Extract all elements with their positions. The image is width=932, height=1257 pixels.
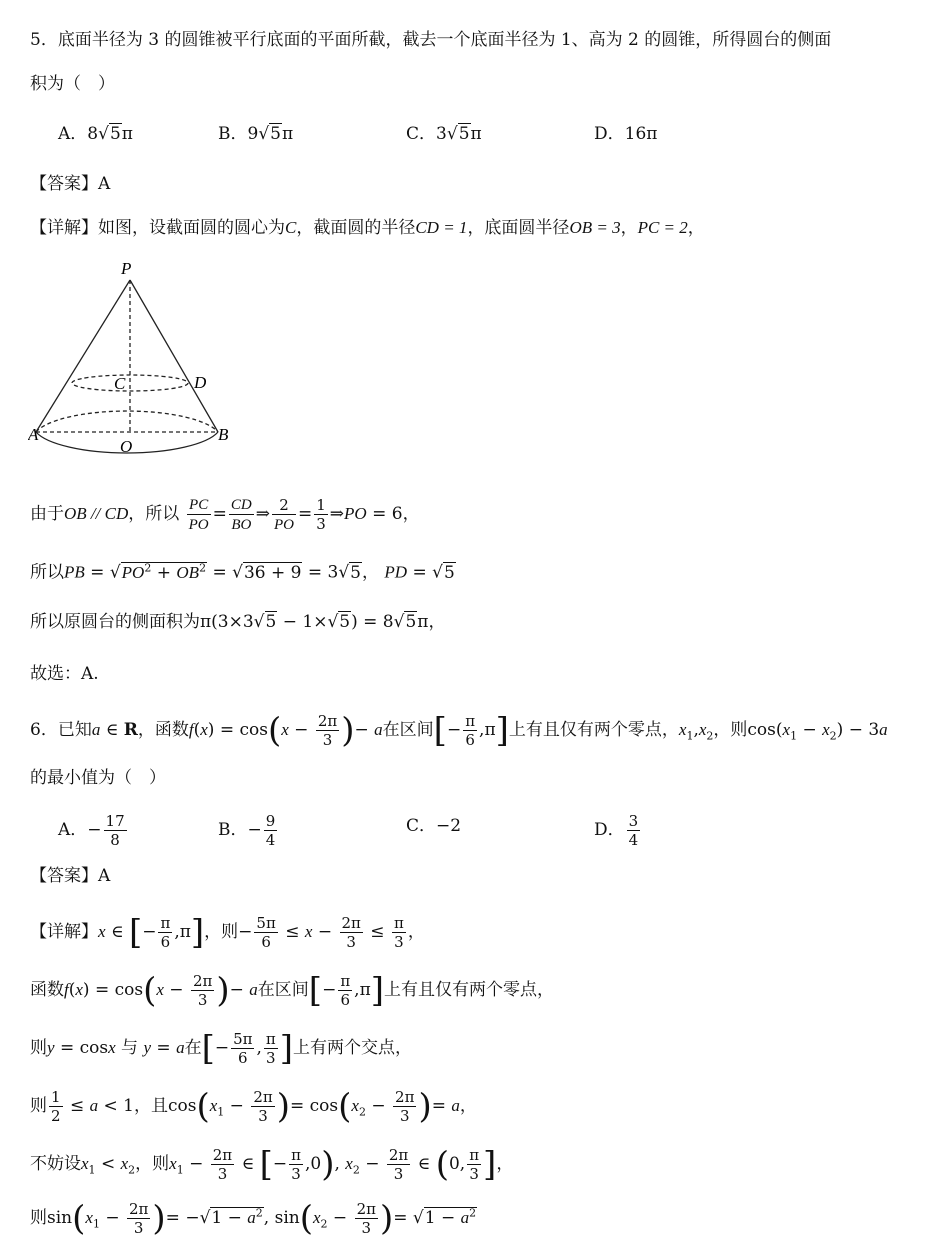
q5-answer: 【答案】A [30, 174, 111, 194]
cone-figure [28, 256, 238, 466]
q6-option-a: A．− $\frac{17}{8}$ [58, 812, 125, 849]
q6-detail-1: 【详解】x ∈ [− $\frac{\pi}{6}$ ,π]，则− $\frac{5\pi}{6}$ ≤ x − $\frac{2\pi}{3}$ ≤ $\frac{\pi}{3}$ ， [30, 912, 425, 953]
q6-detail-3: 则y = cosx 与 y = a在[− $\frac{5\pi}{6}$ , $\frac{\pi}{3}$ ]上有两个交点， [30, 1028, 413, 1069]
q5-conclusion: 故选：A. [30, 664, 99, 684]
q5-option-b: B．9√5π [218, 124, 294, 144]
q6-detail-5: 不妨设$x_1 < x_2$，则$x_1$ − $\frac{2\pi}{3}$ ∈ [− $\frac{\pi}{3}$ ,0), $x_2$ − $\frac{2\pi}{3}$ ∈ (0, $\frac{\pi}{3}$ ]， [30, 1144, 514, 1185]
label-p: P [121, 259, 132, 278]
q5-derive-area: 所以原圆台的侧面积为π(3×3√5 − 1×√5) = 8√5π， [30, 612, 446, 632]
q6-option-d: D． $\frac{3}{4}$ [594, 812, 639, 849]
q5-derive-pb: 所以PB = $√PO^2 + OB^2 = √36 + 9 = 3√5$， PD = √5 [30, 561, 455, 583]
label-c: C [114, 374, 126, 393]
q6-stem-line1: 6．已知a ∈ R，函数f(x) = cos(x − $\frac{2\pi}{3}$ )− a在区间[− $\frac{\pi}{6}$ ,π]上有且仅有两个零点，$x_1,x_2$，则$\cos(x_1 - x_2) - 3a$ [30, 710, 888, 751]
label-b: B [218, 425, 229, 444]
q6-answer: 【答案】A [30, 866, 111, 886]
q5-derive-ratio: 由于OB // CD，所以 $\frac{PC}{PO}$ = $\frac{CD}{BO}$ ⇒ $\frac{2}{PO}$ = $\frac{1}{3}$ ⇒PO = 6， [30, 495, 420, 533]
q5-stem-line1: 5．底面半径为 3 的圆锥被平行底面的平面所截，截去一个底面半径为 1、高为 2 的圆锥，所得圆台的侧面 [30, 30, 832, 50]
q6-detail-4: 则 $\frac{1}{2}$ ≤ a < 1，且$\cos(x_1$ − $\frac{2\pi}{3}$ )= $\cos(x_2$ − $\frac{2\pi}{3}$ )= a， [30, 1086, 477, 1127]
label-a: A [28, 425, 39, 444]
q6-detail-2: 函数f(x) = cos(x − $\frac{2\pi}{3}$ )− a在区间[− $\frac{\pi}{6}$ ,π]上有且仅有两个零点， [30, 970, 555, 1011]
label-o: O [120, 437, 133, 456]
q5-option-c: C．3√5π [406, 124, 482, 144]
q6-detail-6: 则$\sin(x_1$ − $\frac{2\pi}{3}$ )= $-√1 - a^2$, $\sin(x_2$ − $\frac{2\pi}{3}$ )= $√1 - a^2$ [30, 1198, 477, 1239]
label-d: D [194, 373, 207, 392]
q5-detail: 【详解】如图，设截面圆的圆心为C，截面圆的半径CD = 1，底面圆半径OB = 3，PC = 2， [30, 218, 705, 238]
q5-stem-line2: 积为（ ） [30, 74, 115, 94]
q6-option-c: C．−2 [406, 816, 462, 836]
q6-stem-line2: 的最小值为（ ） [30, 768, 166, 788]
q5-option-a: A．8√5π [58, 124, 133, 144]
q6-option-b: B．− $\frac{9}{4}$ [218, 812, 276, 849]
q5-option-d: D．16π [594, 124, 658, 144]
